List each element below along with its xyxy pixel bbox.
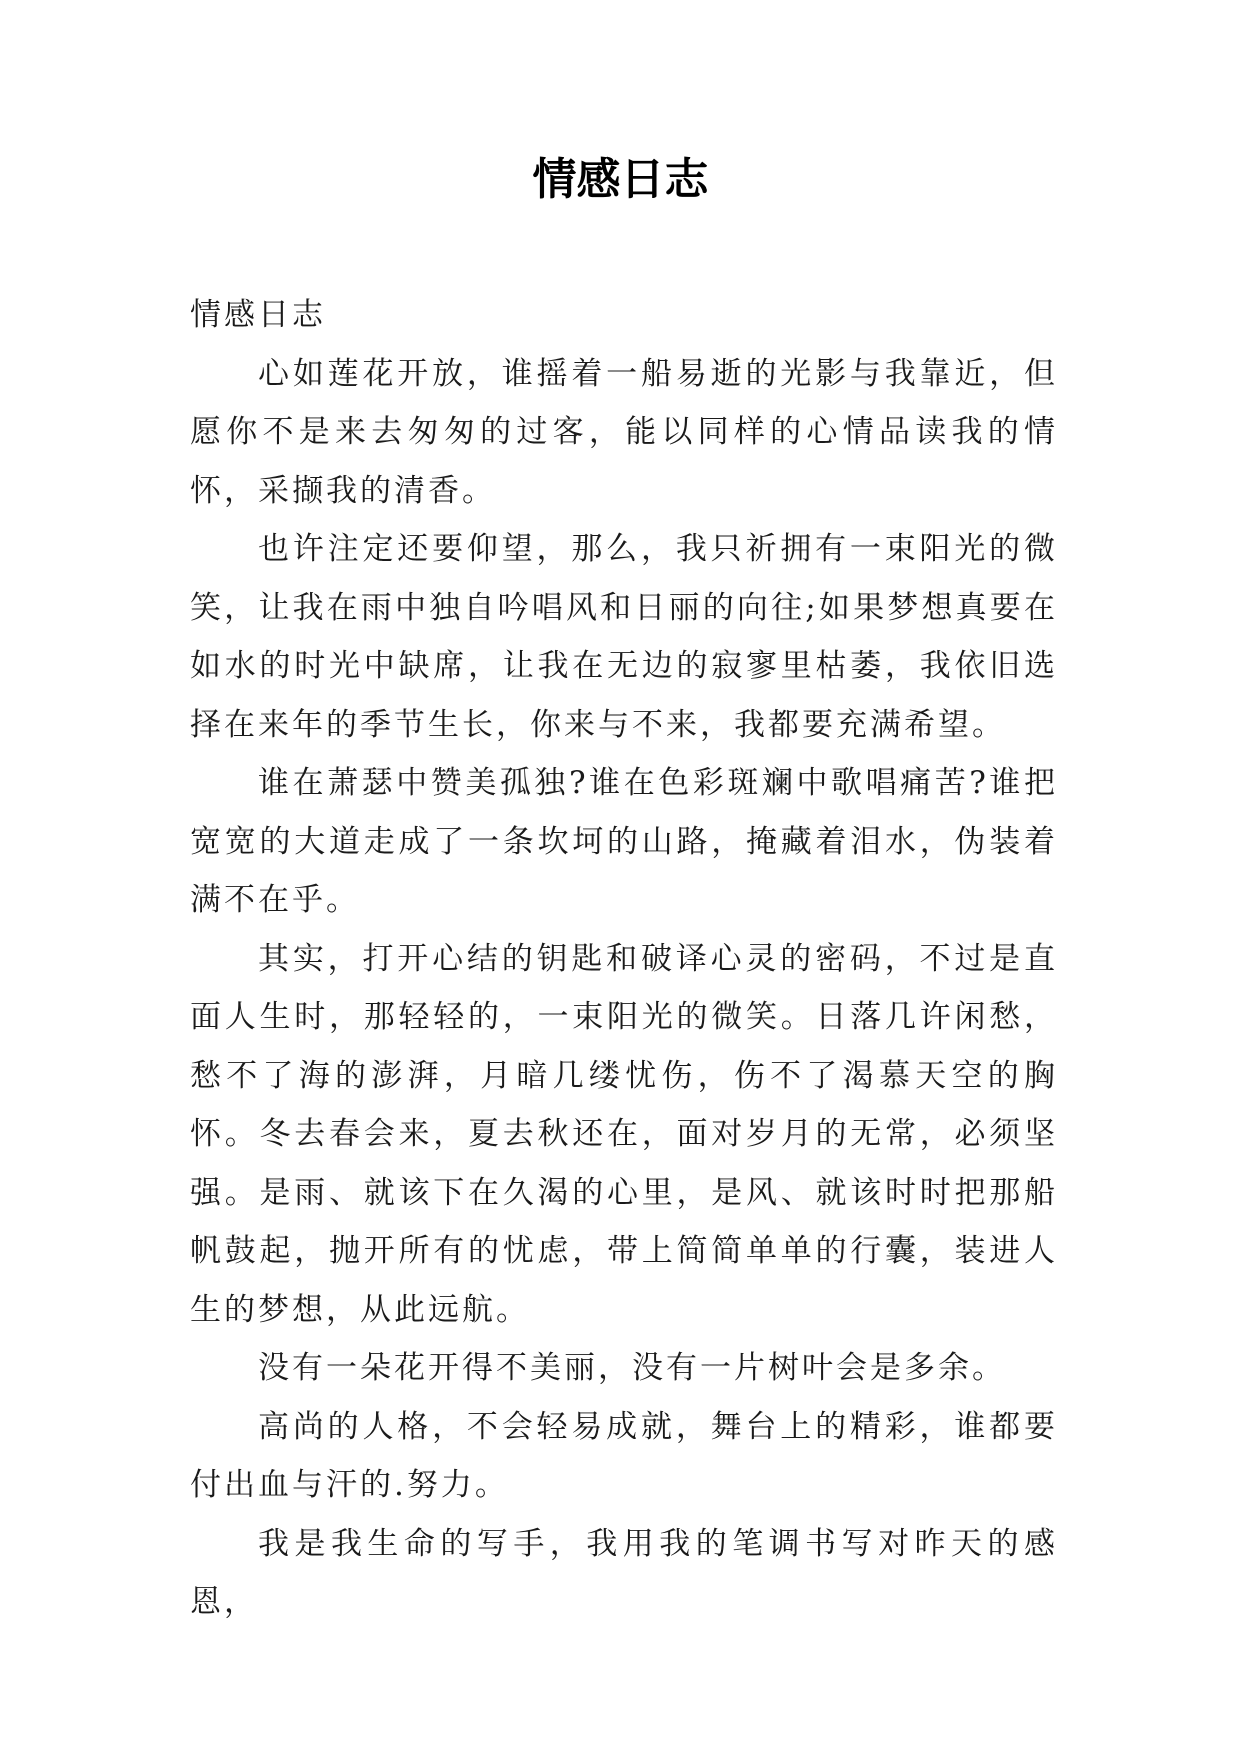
- document-title: 情感日志: [532, 154, 709, 205]
- paragraph: 其实，打开心结的钥匙和破译心灵的密码，不过是直面人生时，那轻轻的，一束阳光的微笑。日落几许闲愁，愁不了海的澎湃，月暗几缕忧伤，伤不了渴慕天空的胸怀。冬去春会来，夏去秋还在，面对岁月的无常，必须坚强。是雨、就该下在久渴的心里，是风、就该时时把那船帆鼓起，抛开所有的忧虑，带上简简单单的行囊，装进人生的梦想，从此远航。: [190, 940, 1058, 1328]
- paragraph: 没有一朵花开得不美丽，没有一片树叶会是多余。: [258, 1350, 1006, 1386]
- paragraph: 也许注定还要仰望，那么，我只祈拥有一束阳光的微笑，让我在雨中独自吟唱风和日丽的向往;如果梦想真要在如水的时光中缺席，让我在无边的寂寥里枯萎，我依旧选择在来年的季节生长，你来与不来，我都要充满希望。: [190, 531, 1058, 743]
- body-heading: 情感日志: [190, 297, 326, 333]
- paragraph: 心如莲花开放，谁摇着一船易逝的光影与我靠近，但愿你不是来去匆匆的过客，能以同样的心情品读我的情怀，采撷我的清香。: [190, 355, 1058, 509]
- paragraph: 我是我生命的写手，我用我的笔调书写对昨天的感恩，: [190, 1525, 1058, 1620]
- paragraph: 谁在萧瑟中赞美孤独?谁在色彩斑斓中歌唱痛苦?谁把宽宽的大道走成了一条坎坷的山路，掩藏着泪水，伪装着满不在乎。: [190, 765, 1058, 918]
- paragraph: 高尚的人格，不会轻易成就，舞台上的精彩，谁都要付出血与汗的.努力。: [190, 1408, 1058, 1503]
- document-body: [190, 286, 1058, 1632]
